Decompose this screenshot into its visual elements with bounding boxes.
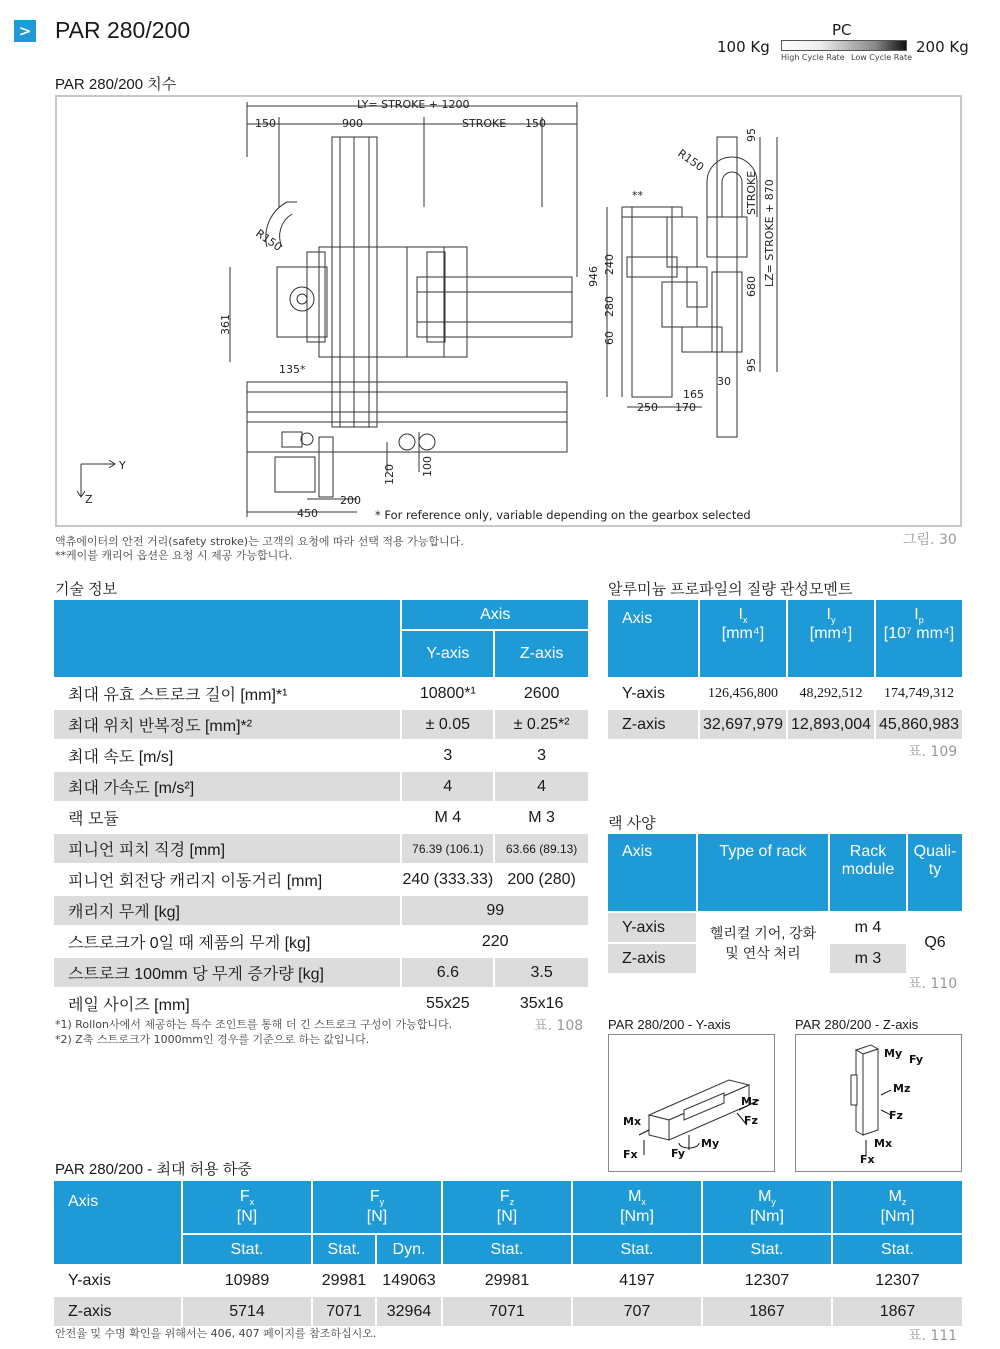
inertia-val: 32,697,979 bbox=[700, 710, 786, 739]
maxload-stat: Stat. bbox=[833, 1235, 962, 1264]
pc-label: PC bbox=[832, 21, 852, 39]
dimension-drawing-svg bbox=[57, 97, 960, 525]
dim-95a: 95 bbox=[745, 128, 758, 142]
rack-ref: 표. 110 bbox=[908, 976, 958, 992]
inertia-val: 45,860,983 bbox=[876, 710, 962, 739]
dim-946: 946 bbox=[587, 266, 600, 287]
maxload-axis: Y-axis bbox=[54, 1266, 181, 1295]
tech-title: 기술 정보 bbox=[55, 581, 118, 598]
tech-row-label: 스트로크가 0일 때 제품의 무게 [kg] bbox=[54, 927, 400, 956]
inertia-val: 126,456,800 bbox=[700, 679, 786, 708]
maxload-ref: 표. 111 bbox=[908, 1328, 958, 1344]
tech-header-blank bbox=[54, 600, 400, 677]
maxload-val: 149063 bbox=[377, 1266, 441, 1295]
dim-ly: LY= STROKE + 1200 bbox=[357, 98, 470, 111]
dim-30: 30 bbox=[717, 375, 731, 388]
maxload-stat: Stat. bbox=[183, 1235, 311, 1264]
tech-z-val: 200 (280) bbox=[495, 865, 588, 894]
tech-z-val: 3 bbox=[495, 741, 588, 770]
tech-z-val: 2600 bbox=[495, 679, 588, 708]
high-cycle-label: High Cycle Rate bbox=[781, 53, 845, 62]
dim-stroke-v: STROKE bbox=[745, 170, 758, 215]
rack-module-val: m 3 bbox=[830, 944, 906, 973]
maxload-stat: Stat. bbox=[443, 1235, 571, 1264]
figure-ref: 그림. 30 bbox=[903, 532, 957, 548]
dim-120: 120 bbox=[383, 464, 396, 485]
rack-module-header: Rack module bbox=[830, 834, 906, 911]
inertia-title: 알루미늄 프로파일의 질량 관성모멘트 bbox=[608, 581, 853, 598]
dim-200: 200 bbox=[340, 494, 361, 507]
maxload-my-header: $M_y$ [Nm] bbox=[703, 1181, 831, 1233]
maxload-fx-header: $F_x$ [N] bbox=[183, 1181, 311, 1233]
load-fz: Fz bbox=[744, 1114, 758, 1127]
inertia-table bbox=[606, 598, 964, 741]
dim-lz: LZ= STROKE + 870 bbox=[763, 179, 776, 287]
load-z-title: PAR 280/200 - Z-axis bbox=[795, 1017, 919, 1032]
rack-title: 랙 사양 bbox=[608, 815, 656, 832]
dimension-drawing bbox=[55, 95, 962, 527]
tech-y-val: ± 0.05 bbox=[402, 710, 493, 739]
dims-note-2: **케이블 캐리어 옵션은 요청 시 제공 가능합니다. bbox=[55, 549, 293, 562]
maxload-val: 5714 bbox=[183, 1297, 311, 1326]
tech-y-val: 76.39 (106.1) bbox=[402, 834, 493, 863]
tech-z-header: Z-axis bbox=[495, 631, 588, 677]
load-z-diagram bbox=[795, 1034, 962, 1172]
inertia-ix-header: $I_x$ [mm⁴] bbox=[700, 600, 786, 677]
pc-gradient-bar bbox=[781, 40, 907, 51]
tech-row-label: 최대 속도 [m/s] bbox=[54, 741, 400, 770]
maxload-val: 12307 bbox=[703, 1266, 831, 1295]
load-my: My bbox=[701, 1137, 720, 1150]
load-fx: Fx bbox=[623, 1148, 638, 1161]
maxload-stat: Stat. bbox=[313, 1235, 375, 1264]
maxload-val: 1867 bbox=[703, 1297, 831, 1326]
dim-450: 450 bbox=[297, 507, 318, 520]
dim-stars: ** bbox=[632, 189, 643, 202]
dim-900: 900 bbox=[342, 117, 363, 130]
maxload-val: 1867 bbox=[833, 1297, 962, 1326]
maxload-val: 12307 bbox=[833, 1266, 962, 1295]
pc-min-load: 100 Kg bbox=[717, 38, 770, 56]
inertia-ip-header: $I_p$ [10⁷ mm⁴] bbox=[876, 600, 962, 677]
tech-y-header: Y-axis bbox=[402, 631, 493, 677]
dim-165: 165 bbox=[683, 388, 704, 401]
tech-z-val: 3.5 bbox=[495, 958, 588, 987]
dim-280: 280 bbox=[603, 296, 616, 317]
dims-note-1: 액츄에이터의 안전 거리(safety stroke)는 고객의 요청에 따라 선택 적용 가능합니다. bbox=[55, 535, 464, 548]
rack-module-val: m 4 bbox=[830, 913, 906, 942]
inertia-axis: Z-axis bbox=[608, 710, 698, 739]
maxload-val: 707 bbox=[573, 1297, 701, 1326]
maxload-val: 4197 bbox=[573, 1266, 701, 1295]
tech-table bbox=[52, 598, 590, 1020]
inertia-val: 174,749,312 bbox=[876, 679, 962, 708]
load-z-fz: Fz bbox=[889, 1109, 903, 1122]
tech-both-val: 220 bbox=[402, 927, 588, 956]
tech-z-val: ± 0.25*² bbox=[495, 710, 588, 739]
maxload-val: 29981 bbox=[313, 1266, 375, 1295]
tech-z-val: M 3 bbox=[495, 803, 588, 832]
tech-z-val: 63.66 (89.13) bbox=[495, 834, 588, 863]
maxload-mz-header: $M_z$ [Nm] bbox=[833, 1181, 962, 1233]
maxload-val: 10989 bbox=[183, 1266, 311, 1295]
load-z-mx: Mx bbox=[874, 1137, 893, 1150]
tech-y-val: 4 bbox=[402, 772, 493, 801]
inertia-ref: 표. 109 bbox=[908, 744, 958, 760]
inertia-val: 12,893,004 bbox=[788, 710, 874, 739]
dim-r150b: R150 bbox=[675, 146, 707, 174]
maxload-fy-header: $F_y$ [N] bbox=[313, 1181, 441, 1233]
maxload-axis: Z-axis bbox=[54, 1297, 181, 1326]
tech-both-val: 99 bbox=[402, 896, 588, 925]
load-mz: Mz bbox=[741, 1095, 759, 1108]
maxload-axis-header: Axis bbox=[54, 1181, 181, 1264]
rack-type-header: Type of rack bbox=[698, 834, 828, 911]
tech-y-val: 10800*¹ bbox=[402, 679, 493, 708]
dim-60: 60 bbox=[603, 331, 616, 345]
section-marker-icon: > bbox=[14, 20, 36, 42]
dim-680: 680 bbox=[745, 276, 758, 297]
inertia-val: 48,292,512 bbox=[788, 679, 874, 708]
maxload-stat: Stat. bbox=[573, 1235, 701, 1264]
dim-r150a: R150 bbox=[253, 226, 285, 254]
tech-row-label: 스트로크 100mm 당 무게 증가량 [kg] bbox=[54, 958, 400, 987]
tech-row-label: 레일 사이즈 [mm] bbox=[54, 989, 400, 1018]
maxload-val: 32964 bbox=[377, 1297, 441, 1326]
maxload-title: PAR 280/200 - 최대 허용 하중 bbox=[55, 1161, 252, 1178]
rack-quality-header: Quali- ty bbox=[908, 834, 962, 911]
load-z-fy: Fy bbox=[909, 1053, 924, 1066]
tech-row-label: 최대 위치 반복정도 [mm]*² bbox=[54, 710, 400, 739]
rack-axis: Y-axis bbox=[608, 913, 696, 942]
load-y-svg bbox=[609, 1035, 774, 1171]
page-title: PAR 280/200 bbox=[55, 17, 191, 43]
tech-row-label: 피니언 회전당 캐리지 이동거리 [mm] bbox=[54, 865, 400, 894]
tech-y-val: 6.6 bbox=[402, 958, 493, 987]
maxload-val: 7071 bbox=[313, 1297, 375, 1326]
dim-stroke: STROKE bbox=[462, 117, 507, 130]
dims-title: PAR 280/200 치수 bbox=[55, 76, 177, 93]
tech-z-val: 4 bbox=[495, 772, 588, 801]
dim-150a: 150 bbox=[255, 117, 276, 130]
rack-type-val: 헬리컬 기어, 강화 및 연삭 처리 bbox=[698, 913, 828, 973]
axis-y-label: Y bbox=[119, 459, 126, 472]
tech-row-label: 랙 모듈 bbox=[54, 803, 400, 832]
maxload-table bbox=[52, 1179, 964, 1328]
tech-row-label: 피니언 피치 직경 [mm] bbox=[54, 834, 400, 863]
load-z-my: My bbox=[884, 1047, 903, 1060]
tech-axis-header: Axis bbox=[402, 600, 588, 629]
dim-250: 250 bbox=[637, 401, 658, 414]
rack-table bbox=[606, 832, 964, 975]
maxload-mx-header: $M_x$ [Nm] bbox=[573, 1181, 701, 1233]
maxload-fz-header: $F_z$ [N] bbox=[443, 1181, 571, 1233]
axis-z-label: Z bbox=[85, 493, 93, 506]
inertia-iy-header: $I_y$ [mm⁴] bbox=[788, 600, 874, 677]
low-cycle-label: Low Cycle Rate bbox=[851, 53, 913, 62]
tech-z-val: 35x16 bbox=[495, 989, 588, 1018]
tech-row-label: 최대 유효 스트로크 길이 [mm]*¹ bbox=[54, 679, 400, 708]
dim-150b: 150 bbox=[525, 117, 546, 130]
maxload-dyn: Dyn. bbox=[377, 1235, 441, 1264]
maxload-val: 7071 bbox=[443, 1297, 571, 1326]
dim-361: 361 bbox=[219, 314, 232, 335]
tech-y-val: 55x25 bbox=[402, 989, 493, 1018]
maxload-note: 안전율 및 수명 확인을 위해서는 406, 407 페이지를 참조하십시오. bbox=[55, 1327, 377, 1340]
dim-95b: 95 bbox=[745, 358, 758, 372]
rack-axis-header: Axis bbox=[608, 834, 696, 911]
load-z-svg bbox=[796, 1035, 961, 1171]
maxload-val: 29981 bbox=[443, 1266, 571, 1295]
tech-row-label: 캐리지 무게 [kg] bbox=[54, 896, 400, 925]
pc-max-load: 200 Kg bbox=[916, 38, 969, 56]
dim-135: 135* bbox=[279, 363, 306, 376]
load-y-diagram bbox=[608, 1034, 775, 1172]
load-fy: Fy bbox=[671, 1147, 686, 1160]
load-z-fx: Fx bbox=[860, 1153, 875, 1166]
tech-row-label: 최대 가속도 [m/s²] bbox=[54, 772, 400, 801]
tech-note-2: *2) Z축 스트로크가 1000mm인 경우를 기준으로 하는 값입니다. bbox=[55, 1033, 370, 1046]
rack-axis: Z-axis bbox=[608, 944, 696, 973]
tech-note-1: *1) Rollon사에서 제공하는 특수 조인트를 통해 더 긴 스트로크 구성이 가능합니다. bbox=[55, 1018, 453, 1031]
inertia-axis-header: Axis bbox=[608, 600, 698, 677]
maxload-stat: Stat. bbox=[703, 1235, 831, 1264]
load-mx: Mx bbox=[623, 1115, 642, 1128]
drawing-footnote: * For reference only, variable depending on the gearbox selected bbox=[375, 508, 751, 522]
tech-ref: 표. 108 bbox=[534, 1018, 584, 1034]
tech-y-val: 3 bbox=[402, 741, 493, 770]
dim-100: 100 bbox=[421, 456, 434, 477]
inertia-axis: Y-axis bbox=[608, 679, 698, 708]
dim-170: 170 bbox=[675, 401, 696, 414]
load-z-mz: Mz bbox=[893, 1082, 911, 1095]
dim-240: 240 bbox=[603, 254, 616, 275]
rack-quality-val: Q6 bbox=[908, 913, 962, 973]
tech-y-val: 240 (333.33) bbox=[402, 865, 493, 894]
load-y-title: PAR 280/200 - Y-axis bbox=[608, 1017, 731, 1032]
tech-y-val: M 4 bbox=[402, 803, 493, 832]
